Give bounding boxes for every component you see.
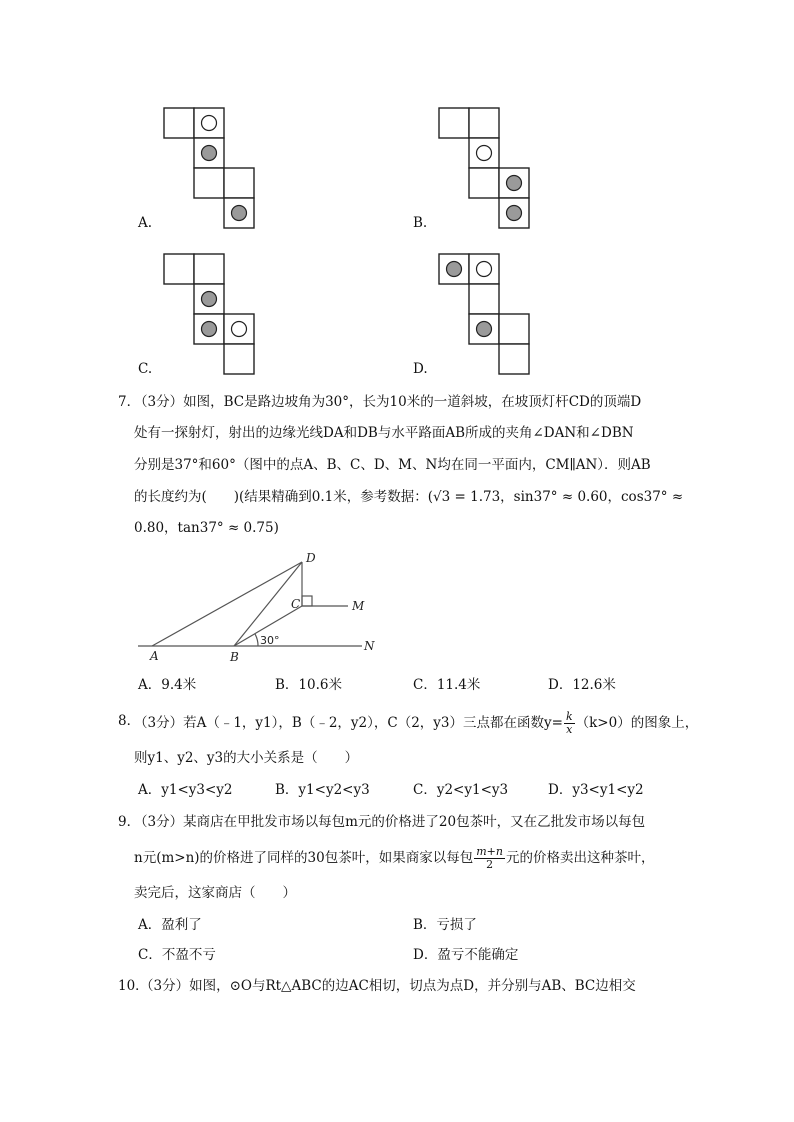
question-9-fraction	[474, 846, 505, 871]
question-10-number: 10．	[118, 978, 149, 994]
question-8-stem-end: （k>0）的图象上，	[575, 715, 699, 731]
option-a-label: A.	[138, 215, 153, 231]
fraction-numerator: m+n	[476, 845, 503, 858]
fraction-numerator: k	[565, 710, 573, 723]
question-9-line-1: （3分）某商店在甲批发市场以每包m元的价格进了20包茶叶，又在乙批发市场以每包	[134, 814, 646, 830]
question-10-line-1: （3分）如图，⊙O与Rt△ABC的边AC相切，切点为点D，并分别与AB、BC边相交	[140, 978, 636, 994]
question-7-option-a: A．9.4米	[138, 677, 197, 693]
slope-geometry-figure	[130, 548, 380, 668]
question-9-number: 9．	[118, 814, 141, 830]
question-8-option-a: A．y1<y3<y2	[138, 782, 233, 798]
question-8-line-2: 则y1、y2、y3的大小关系是（ ）	[134, 750, 359, 766]
question-9-option-c: C．不盈不亏	[138, 947, 216, 963]
question-8-option-c: C．y2<y1<y3	[413, 782, 509, 798]
cube-net-option-d	[435, 250, 535, 378]
question-7-line-3: 分别是37°和60°（图中的点A、B、C、D、M、N均在同一平面内，CM∥AN）．则AB	[134, 457, 651, 473]
cube-net-option-a	[160, 104, 260, 232]
figure-label-a: A	[150, 649, 159, 663]
question-8-stem-start: （3分）若A（﹣1，y1），B（﹣2，y2），C（2，y3）三点都在函数y=	[134, 715, 563, 731]
question-8-option-b: B．y1<y2<y3	[275, 782, 370, 798]
question-7-option-d: D．12.6米	[548, 677, 616, 693]
figure-angle-label: 30°	[260, 634, 280, 647]
question-9-line-2-end: 元的价格卖出这种茶叶，	[505, 850, 655, 866]
question-8-option-d: D．y3<y1<y2	[548, 782, 644, 798]
fraction-denominator: 2	[486, 858, 494, 871]
cube-net-option-b	[435, 104, 535, 232]
question-9-option-d: D．盈亏不能确定	[413, 947, 519, 963]
figure-label-d: D	[306, 551, 316, 565]
question-8-number: 8．	[118, 713, 141, 729]
question-7-number: 7．	[118, 394, 141, 410]
question-7-line-2: 处有一探射灯，射出的边缘光线DA和DB与水平路面AB所成的夹角∠DAN和∠DBN	[134, 425, 634, 441]
figure-label-n: N	[364, 639, 375, 653]
question-7-line-5: 0.80，tan37° ≈ 0.75)	[134, 520, 279, 536]
figure-label-c: C	[291, 597, 301, 611]
figure-label-b: B	[230, 650, 239, 664]
cube-net-option-c	[160, 250, 260, 378]
question-8-fraction	[564, 711, 575, 736]
question-9-option-a: A．盈利了	[138, 917, 202, 933]
fraction-denominator: x	[566, 723, 573, 736]
question-7-option-c: C．11.4米	[413, 677, 481, 693]
question-9-line-3: 卖完后，这家商店（ ）	[134, 885, 296, 901]
option-b-label: B.	[413, 215, 428, 231]
question-9-line-2-start: n元(m>n)的价格进了同样的30包茶叶，如果商家以每包	[134, 850, 474, 866]
option-c-label: C.	[138, 361, 153, 377]
question-9-option-b: B．亏损了	[413, 917, 477, 933]
question-7-line-1: （3分）如图，BC是路边坡角为30°，长为10米的一道斜坡，在坡顶灯杆CD的顶端D	[134, 394, 642, 410]
figure-label-m: M	[352, 599, 365, 613]
option-d-label: D.	[413, 361, 428, 377]
question-9-line-2	[134, 846, 654, 871]
question-7-option-b: B．10.6米	[275, 677, 342, 693]
question-8-line-1	[134, 711, 698, 736]
question-7-line-4: 的长度约为( )(结果精确到0.1米，参考数据：(√3 = 1.73，sin37° ≈ 0.60，cos37° ≈	[134, 489, 684, 505]
